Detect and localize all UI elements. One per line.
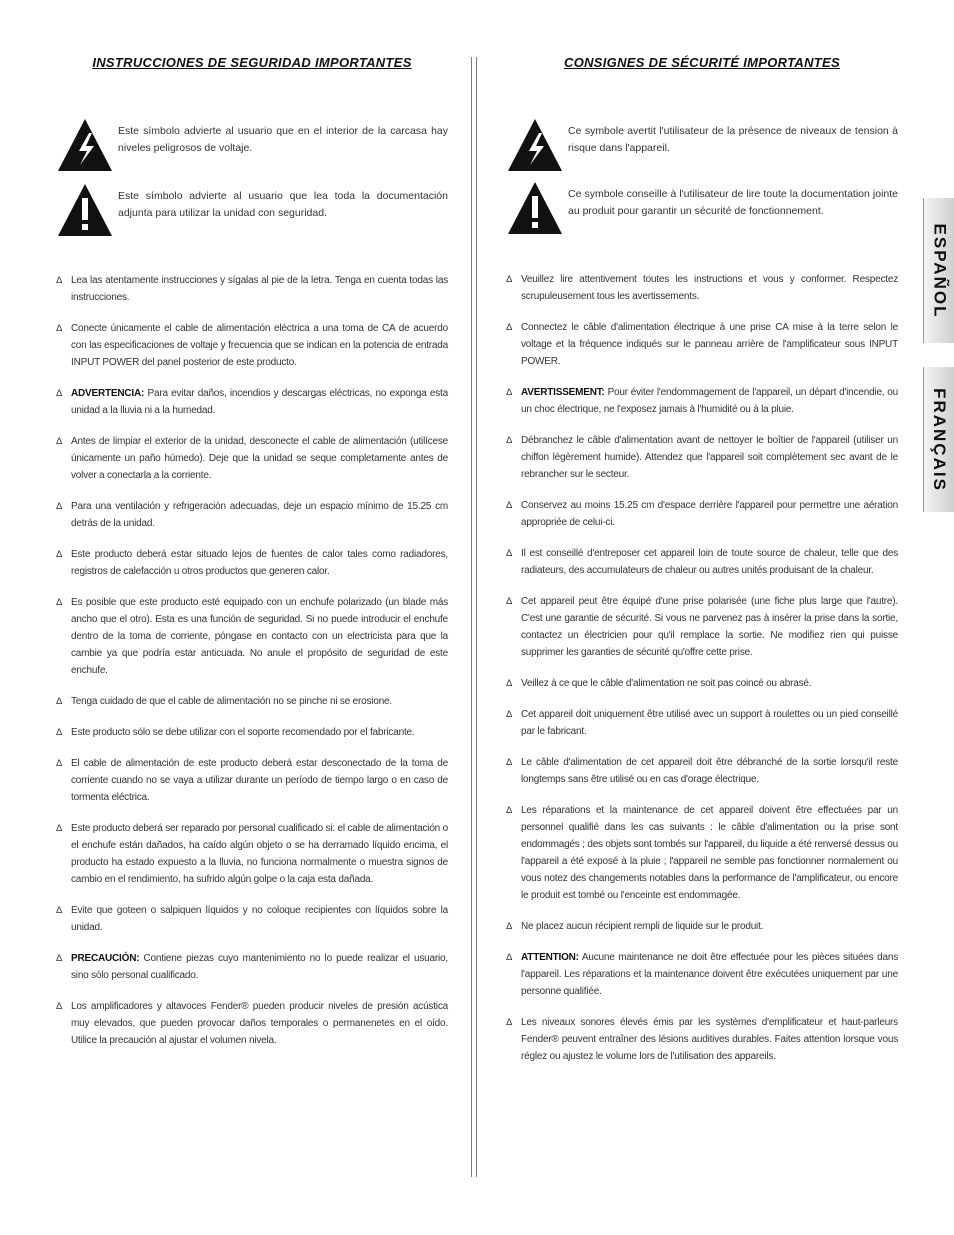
spanish-instruction-item xyxy=(56,693,448,710)
spanish-instruction-text: Lea las atentamente instrucciones y sígalas al pie de la letra. Tenga en cuenta todas las instrucciones. xyxy=(71,275,448,303)
spanish-instruction-text: Tenga cuidado de que el cable de alimentación no se pinche ni se erosione. xyxy=(71,696,392,707)
french-instruction-text: Les réparations et la maintenance de cet appareil doivent être effectuées par un personnel qualifié dans les cas suivants : le câble d'alimentation ou la prise sont endommagés ; des objets sont tombés sur l'appareil, du liquide a été renversé dessus ou l'appareil a été exposé à la pluie ; l'appareil ne semble pas fonctionner normalement ou vous notez des changements notables dans la performance de l'amplificateur, ou encore le produit est tombé ou l'enceinte est endommagée. xyxy=(521,805,898,901)
spanish-instruction-item xyxy=(56,755,448,806)
column-divider xyxy=(471,57,477,1177)
spanish-instruction-text: Contiene piezas cuyo mantenimiento no lo puede realizar el usuario, sino sólo personal cualificado. xyxy=(71,953,448,981)
tab-francais-label: FRANÇAIS xyxy=(930,387,949,492)
bullet-delta-icon: Δ xyxy=(56,727,63,738)
spanish-instruction-item xyxy=(56,594,448,679)
electric-shock-warning-icon xyxy=(56,117,114,173)
french-docs-warning xyxy=(506,180,898,236)
french-instruction-item xyxy=(506,675,898,692)
spanish-instruction-label: PRECAUCIÓN: xyxy=(71,953,140,964)
bullet-delta-icon: Δ xyxy=(56,436,63,447)
tab-francais[interactable] xyxy=(923,367,954,512)
spanish-instruction-text: Evite que goteen o salpiquen líquidos y no coloque recipientes con líquidos sobre la unidad. xyxy=(71,905,448,933)
spanish-instruction-item xyxy=(56,320,448,371)
french-instructions-list xyxy=(506,271,898,1079)
bullet-delta-icon: Δ xyxy=(506,709,513,720)
bullet-delta-icon: Δ xyxy=(56,323,63,334)
spanish-instruction-text: El cable de alimentación de este producto deberá estar desconectado de la toma de corriente cuando no se vaya a utilizar durante un período de tiempo largo o en caso de tormenta eléctrica. xyxy=(71,758,448,803)
french-docs-warning-text: Ce symbole conseille à l'utilisateur de lire toute la documentation jointe au produit pour garantir un sécurité de fonctionnement. xyxy=(568,188,898,217)
french-instruction-text: Aucune maintenance ne doit être effectuée pour les pièces situées dans l'appareil. Les réparations et la maintenance doivent être exécutées uniquement par une personne qualifiée. xyxy=(521,952,898,997)
bullet-delta-icon: Δ xyxy=(506,322,513,333)
french-instruction-text: Cet appareil doit uniquement être utilisé avec un support à roulettes ou un pied conseillé par le fabricant. xyxy=(521,709,898,737)
bullet-delta-icon: Δ xyxy=(506,500,513,511)
spanish-instruction-item xyxy=(56,498,448,532)
bullet-delta-icon: Δ xyxy=(56,696,63,707)
spanish-instruction-text: Para evitar daños, incendios y descargas eléctricas, no exponga esta unidad a la lluvia ni a la humedad. xyxy=(71,388,448,416)
french-instruction-text: Connectez le câble d'alimentation électrique à une prise CA mise à la terre selon le voltage et la fréquence indiqués sur le panneau arrière de l'amplificateur sous INPUT POWER. xyxy=(521,322,898,367)
bullet-delta-icon: Δ xyxy=(56,758,63,769)
bullet-delta-icon: Δ xyxy=(506,921,513,932)
bullet-delta-icon: Δ xyxy=(56,275,63,286)
spanish-docs-warning xyxy=(56,182,448,238)
french-instruction-label: AVERTISSEMENT: xyxy=(521,387,605,398)
bullet-delta-icon: Δ xyxy=(56,953,63,964)
french-instruction-item xyxy=(506,497,898,531)
french-instruction-text: Le câble d'alimentation de cet appareil doit être débranché de la sortie lorsqu'il reste longtemps sans être utilisé ou en cas d'orage électrique. xyxy=(521,757,898,785)
spanish-voltage-warning xyxy=(56,117,448,173)
bullet-delta-icon: Δ xyxy=(506,757,513,768)
french-instruction-item xyxy=(506,271,898,305)
french-instruction-text: Veuillez lire attentivement toutes les instructions et vous y conformer. Respectez scrupuleusement tous les avertissements. xyxy=(521,274,898,302)
bullet-delta-icon: Δ xyxy=(506,952,513,963)
exclamation-warning-icon xyxy=(56,182,114,238)
bullet-delta-icon: Δ xyxy=(506,435,513,446)
bullet-delta-icon: Δ xyxy=(506,596,513,607)
bullet-delta-icon: Δ xyxy=(56,823,63,834)
french-voltage-warning-text: Ce symbole avertit l'utilisateur de la présence de niveaux de tension à risque dans l'appareil. xyxy=(568,125,898,154)
french-instruction-text: Ne placez aucun récipient rempli de liquide sur le produit. xyxy=(521,921,764,932)
spanish-instruction-item xyxy=(56,724,448,741)
spanish-instruction-item xyxy=(56,998,448,1049)
bullet-delta-icon: Δ xyxy=(56,597,63,608)
french-instruction-text: Il est conseillé d'entreposer cet appareil loin de toute source de chaleur, telle que des radiateurs, des accumulateurs de chaleur ou autres unités produisant de la chaleur. xyxy=(521,548,898,576)
spanish-instruction-item xyxy=(56,385,448,419)
french-instruction-item xyxy=(506,802,898,904)
french-instruction-item xyxy=(506,918,898,935)
spanish-instruction-text: Este producto deberá ser reparado por personal cualificado si: el cable de alimentación o el enchufe están dañados, ha caído algún objeto o se ha derramado líquido encima, el producto ha estado expuesto a la lluvia, no funciona normalmente o muestra signos de cambio en el rendimiento, ha sufrido algún golpe o la caja esta dañada. xyxy=(71,823,448,885)
spanish-instructions-list xyxy=(56,272,448,1063)
french-instruction-item xyxy=(506,319,898,370)
french-instruction-text: Les niveaux sonores élevés émis par les systèmes d'emplificateur et haut-parleurs Fender® peuvent entraîner des lésions auditives durables. Faites attention lorsque vous réglez ou ajustez le volume lors de l'utilisation des appareils. xyxy=(521,1017,898,1062)
exclamation-warning-icon xyxy=(506,180,564,236)
bullet-delta-icon: Δ xyxy=(506,678,513,689)
bullet-delta-icon: Δ xyxy=(506,274,513,285)
bullet-delta-icon: Δ xyxy=(56,1001,63,1012)
spanish-instruction-item xyxy=(56,546,448,580)
french-heading: CONSIGNES DE SÉCURITÉ IMPORTANTES xyxy=(564,55,840,70)
french-instruction-item xyxy=(506,545,898,579)
spanish-instruction-text: Antes de limpiar el exterior de la unidad, desconecte el cable de alimentación (utilícese únicamente un paño húmedo). Deje que la unidad se seque completamente antes de volver a conectarla a la corriente. xyxy=(71,436,448,481)
french-instruction-label: ATTENTION: xyxy=(521,952,579,963)
french-instruction-item xyxy=(506,432,898,483)
spanish-instruction-label: ADVERTENCIA: xyxy=(71,388,145,399)
bullet-delta-icon: Δ xyxy=(506,805,513,816)
french-instruction-item xyxy=(506,706,898,740)
french-instruction-item xyxy=(506,949,898,1000)
bullet-delta-icon: Δ xyxy=(506,1017,513,1028)
bullet-delta-icon: Δ xyxy=(506,387,513,398)
bullet-delta-icon: Δ xyxy=(56,388,63,399)
tab-espanol-label: ESPAÑOL xyxy=(930,223,950,318)
spanish-heading: INSTRUCCIONES DE SEGURIDAD IMPORTANTES xyxy=(92,55,412,70)
bullet-delta-icon: Δ xyxy=(56,501,63,512)
bullet-delta-icon: Δ xyxy=(506,548,513,559)
spanish-instruction-item xyxy=(56,820,448,888)
bullet-delta-icon: Δ xyxy=(56,549,63,560)
spanish-instruction-text: Los amplificadores y altavoces Fender® pueden producir niveles de presión acústica muy elevados, que pueden provocar daños temporales o permanenetes en el oído. Utilice la precaución al ajustar el volumen nivela. xyxy=(71,1001,448,1046)
french-instruction-text: Veillez à ce que le câble d'alimentation ne soit pas coincé ou abrasé. xyxy=(521,678,812,689)
tab-espanol[interactable] xyxy=(923,198,954,343)
spanish-instruction-item xyxy=(56,433,448,484)
spanish-voltage-warning-text: Este símbolo advierte al usuario que en el interior de la carcasa hay niveles peligrosos de voltaje. xyxy=(118,125,448,154)
spanish-instruction-text: Este producto deberá estar situado lejos de fuentes de calor tales como radiadores, registros de calefacción u otros productos que generen calor. xyxy=(71,549,448,577)
french-instruction-text: Débranchez le câble d'alimentation avant de nettoyer le boîtier de l'appareil (utiliser un chiffon légèrement humide). Attendez que l'appareil soit complètement sec avant de le rebrancher sur le secteur. xyxy=(521,435,898,480)
french-instruction-item xyxy=(506,384,898,418)
french-voltage-warning xyxy=(506,117,898,173)
electric-shock-warning-icon xyxy=(506,117,564,173)
spanish-instruction-text: Conecte únicamente el cable de alimentación eléctrica a una toma de CA de acuerdo con las especificaciones de voltaje y frecuencia que se indican en la potencia de entrada INPUT POWER del panel posterior de este producto. xyxy=(71,323,448,368)
french-instruction-text: Conservez au moins 15.25 cm d'espace derrière l'appareil pour permettre une aération appropriée de celui-ci. xyxy=(521,500,898,528)
spanish-instruction-text: Para una ventilación y refrigeración adecuadas, deje un espacio mínimo de 15.25 cm detrás de la unidad. xyxy=(71,501,448,529)
spanish-instruction-item xyxy=(56,950,448,984)
french-instruction-item xyxy=(506,593,898,661)
spanish-docs-warning-text: Este símbolo advierte al usuario que lea toda la documentación adjunta para utilizar la unidad con seguridad. xyxy=(118,190,448,219)
spanish-instruction-item xyxy=(56,272,448,306)
french-instruction-text: Pour éviter l'endommagement de l'appareil, un départ d'incendie, ou un choc électrique, ne l'exposez jamais à l'humidité ou à la pluie. xyxy=(521,387,898,415)
spanish-instruction-item xyxy=(56,902,448,936)
french-instruction-item xyxy=(506,1014,898,1065)
spanish-instruction-text: Este producto sólo se debe utilizar con el soporte recomendado por el fabricante. xyxy=(71,727,415,738)
bullet-delta-icon: Δ xyxy=(56,905,63,916)
french-instruction-item xyxy=(506,754,898,788)
spanish-instruction-text: Es posible que este producto esté equipado con un enchufe polarizado (un blade más ancho que el otro). Esta es una función de seguridad. Si no puede introducir el enchufe dentro de la toma de corriente, póngase en contacto con un electricista para que la cambie ya que podría estar anticuada. No anule el propósito de seguridad de este enchufe. xyxy=(71,597,448,676)
french-instruction-text: Cet appareil peut être équipé d'une prise polarisée (une fiche plus large que l'autre). C'est une garantie de sécurité. Si vous ne parvenez pas à insérer la prise dans la sortie, contactez un électricien pour qu'il remplace la sortie. Ne modifiez rien qui puisse supprimer les garanties de sécurité qu'offre cette prise. xyxy=(521,596,898,658)
